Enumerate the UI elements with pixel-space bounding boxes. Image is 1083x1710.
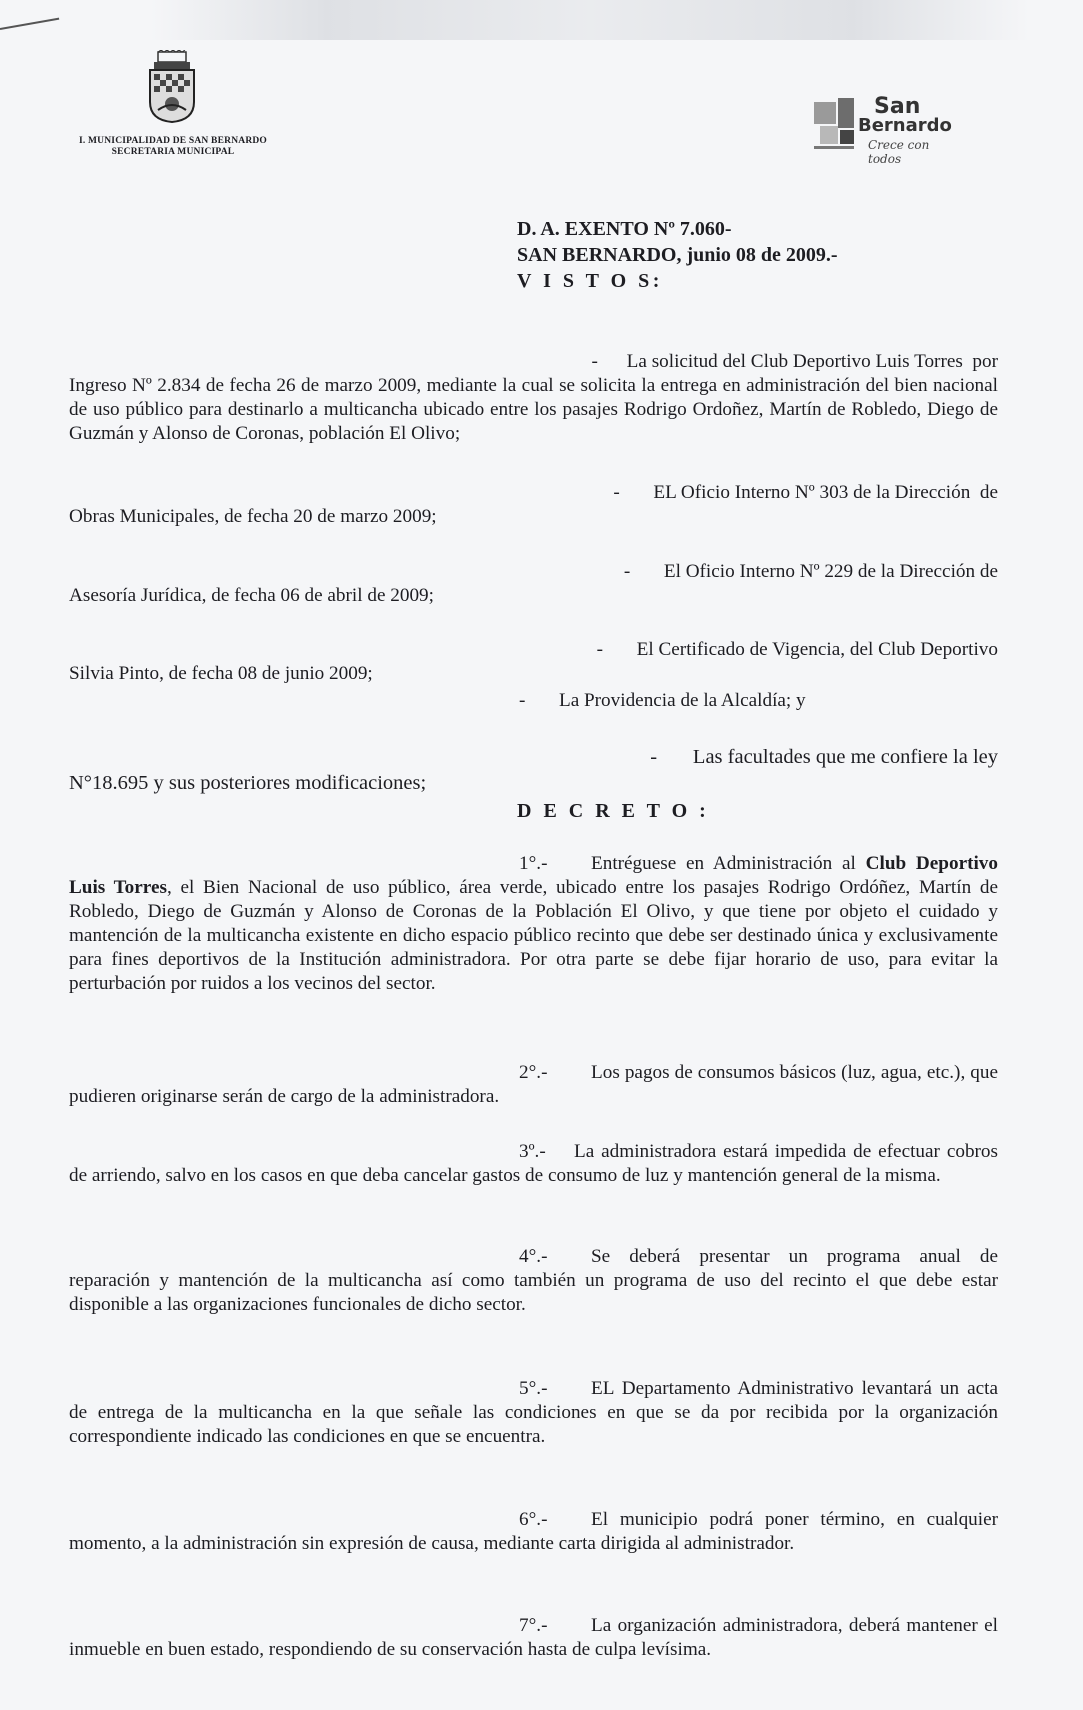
vistos-heading: V I S T O S: [517,270,663,292]
visto-item-5: - La Providencia de la Alcaldía; y [519,690,806,711]
article-number: 6°.- [519,1509,548,1530]
visto-lead: - EL Oficio Interno Nº 303 de la Dirección de [613,482,998,503]
article-7 [69,1614,998,1662]
article-3 [69,1140,998,1188]
visto-item-1 [69,350,998,446]
scan-smudge [150,0,1030,40]
visto-lead: - El Certificado de Vigencia, del Club Deportivo [596,639,998,660]
letterhead-block [68,136,278,158]
article-number: 4°.- [519,1246,548,1267]
article-lead: Entréguese en Administración al [591,853,856,874]
visto-lead: - Las facultades que me confiere la ley [650,746,998,768]
san-bernardo-logo [812,94,962,166]
logo-slogan: Crece con todos [868,138,930,166]
article-number: 1°.- [519,853,548,874]
article-text: La organización administradora, deberá mantener el inmueble en buen estado, respondiendo de su conservación hasta de culpa levísima. [69,1615,998,1660]
logo-name-line1: San [874,94,921,119]
article-6 [69,1508,998,1556]
visto-body: N°18.695 y sus posteriores modificaciones; [69,772,427,794]
visto-item-2 [69,481,998,529]
visto-body: Obras Municipales, de fecha 20 de marzo 2009; [69,506,437,527]
article-body: , el Bien Nacional de uso público, área verde, ubicado entre los pasajes Rodrigo Ordóñez, Martín de Robledo, Diego de Guzmán y Alonso de Coronas de la Población El Olivo, y que tiene por objeto el cuidado y mantención de la multicancha existente en dicho espacio público recinto que debe ser destinado única y exclusivamente para fines deportivos de la Institución administradora. Por otra parte se debe fijar horario de uso, para evitar la perturbación por ruidos a los vecinos del sector. [69,877,998,994]
article-number: 5°.- [519,1378,548,1399]
article-1 [69,852,998,996]
article-bold-name: Club Deportivo Luis Torres [69,853,998,898]
municipal-crest-icon [144,50,200,124]
article-text: El municipio podrá poner término, en cualquier momento, a la administración sin expresión de causa, mediante carta dirigida al administrador. [69,1509,998,1554]
decree-number: D. A. EXENTO Nº 7.060- [517,218,732,240]
place-date: SAN BERNARDO, junio 08 de 2009.- [517,244,838,266]
article-5 [69,1377,998,1449]
visto-item-4 [69,638,998,686]
visto-lead: - La solicitud del Club Deportivo Luis Torres por [591,351,998,372]
pen-mark [0,18,59,30]
article-text: Se deberá presentar un programa anual de reparación y mantención de la multicancha así como también un programa de uso del recinto el que debe estar disponible a las organizaciones funcionales de dicho sector. [69,1246,998,1315]
visto-lead: - El Oficio Interno Nº 229 de la Dirección de [623,561,998,582]
municipality-name: I. MUNICIPALIDAD DE SAN BERNARDO [78,136,268,146]
visto-item-3 [69,560,998,608]
logo-name-line2: Bernardo [858,115,952,136]
visto-item-6 [69,744,998,796]
article-number: 2°.- [519,1062,548,1083]
article-text: Los pagos de consumos básicos (luz, agua, etc.), que pudieren originarse serán de cargo de la administradora. [69,1062,998,1107]
article-number: 7°.- [519,1615,548,1636]
visto-body: Asesoría Jurídica, de fecha 06 de abril de 2009; [69,585,434,606]
article-number: 3º.- [519,1141,546,1162]
visto-body: Ingreso Nº 2.834 de fecha 26 de marzo 2009, mediante la cual se solicita la entrega en administración del bien nacional de uso público para destinarlo a multicancha ubicado entre los pasajes Rodrigo Ordoñez, Martín de Robledo, Diego de Guzmán y Alonso de Coronas, población El Olivo; [69,375,998,444]
article-4 [69,1245,998,1317]
article-text: EL Departamento Administrativo levantará un acta de entrega de la multicancha en la que señale las condiciones en que se da por recibida por la organización correspondiente indicado las condiciones en que se encuentra. [69,1378,998,1447]
article-2 [69,1061,998,1109]
secretariat-name: SECRETARIA MUNICIPAL [111,147,235,157]
decreto-heading: D E C R E T O : [517,800,710,822]
visto-body: Silvia Pinto, de fecha 08 de junio 2009; [69,663,373,684]
article-text: La administradora estará impedida de efectuar cobros de arriendo, salvo en los casos en que deba cancelar gastos de consumo de luz y mantención general de la misma. [69,1141,998,1186]
